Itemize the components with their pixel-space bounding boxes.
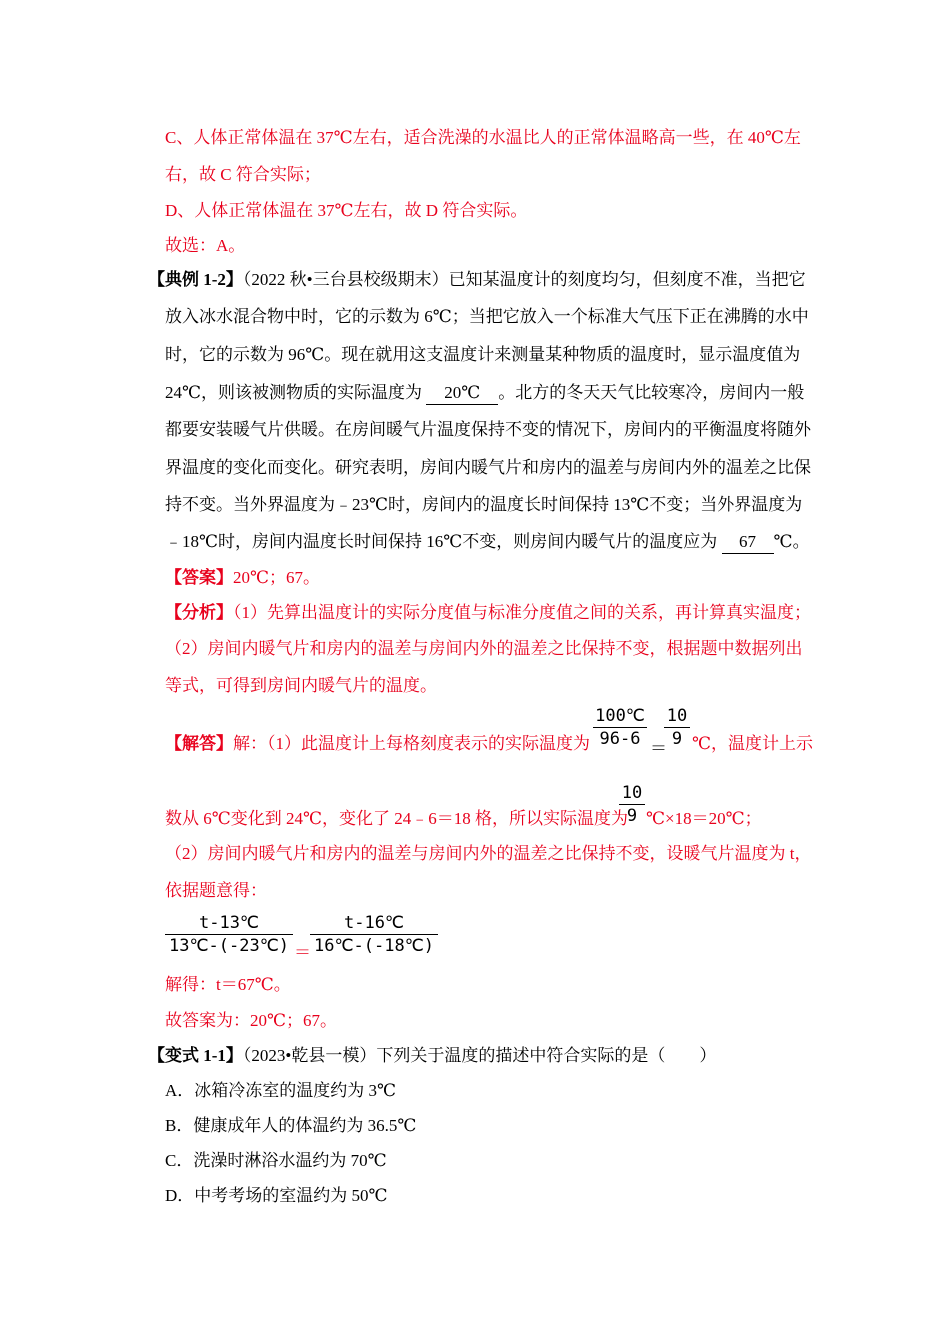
answer-c-line1: C、人体正常体温在 37℃左右，适合洗澡的水温比人的正常体温略高一些，在 40℃左 <box>165 128 801 147</box>
example-line3: 时，它的示数为 96℃。现在就用这支温度计来测量某种物质的温度时，显示温度值为 <box>165 345 801 364</box>
solution-line3: （2）房间内暖气片和房内的温差与房间内外的温差之比保持不变，设暖气片温度为 t， <box>165 844 812 863</box>
equation-left-fraction: t-13℃ 13℃-(-23℃) <box>165 913 293 956</box>
example-line8: ﹣18℃时，房间内温度长时间保持 16℃不变，则房间内暖气片的温度应为 67 ℃。 <box>165 531 810 554</box>
example-line6: 界温度的变化而变化。研究表明，房间内暖气片和房内的温差与房间内外的温差之比保 <box>165 458 811 477</box>
option-c: C．洗澡时淋浴水温约为 70℃ <box>165 1151 387 1170</box>
fraction-3: 10 9 <box>619 783 645 826</box>
example-stem-1: （2022 秋•三台县校级期末）已知某温度计的刻度均匀，但刻度不准，当把它 <box>242 270 806 289</box>
example-line2: 放入冰水混合物中时，它的示数为 6℃；当把它放入一个标准大气压下正在沸腾的水中 <box>165 307 809 326</box>
solution-line1: 【解答】解：（1）此温度计上每格刻度表示的实际温度为 <box>165 734 590 753</box>
analysis-line3: 等式，可得到房间内暖气片的温度。 <box>165 676 437 695</box>
option-d: D．中考考场的室温约为 50℃ <box>165 1186 388 1205</box>
solution-line2: 数从 6℃变化到 24℃，变化了 24﹣6＝18 格，所以实际温度为 <box>165 809 629 828</box>
example-line1 <box>148 269 806 291</box>
solution-line4: 依据题意得： <box>165 881 267 900</box>
option-a: A．冰箱冷冻室的温度约为 3℃ <box>165 1081 397 1100</box>
answer-c-line2: 右，故 C 符合实际； <box>165 165 321 184</box>
analysis-tag: 【分析】 <box>165 603 233 622</box>
equals-sign-2: ＝ <box>294 943 311 962</box>
answer-blank-2: 67 <box>722 531 774 554</box>
analysis-line2: （2）房间内暖气片和房内的温差与房间内外的温差之比保持不变，根据题中数据列出 <box>165 639 803 658</box>
fraction-1: 100℃ 96-6 <box>593 706 647 749</box>
example-tag: 【典例 1-2】 <box>148 270 243 289</box>
solution-line2-post: ℃×18＝20℃； <box>646 809 762 828</box>
answer-line <box>165 567 320 589</box>
variant-stem: 【变式 1-1】（2023•乾县一模）下列关于温度的描述中符合实际的是（ ） <box>148 1046 717 1065</box>
equals-sign-1: ＝ <box>650 739 667 758</box>
example-line4: 24℃，则该被测物质的实际温度为 20℃ 。北方的冬天天气比较寒冷，房间内一般 <box>165 382 804 405</box>
choice-line: 故选：A。 <box>165 236 246 255</box>
example-line7: 持不变。当外界温度为﹣23℃时，房间内的温度长时间保持 13℃不变；当外界温度为 <box>165 495 803 514</box>
option-b: B．健康成年人的体温约为 36.5℃ <box>165 1116 417 1135</box>
solution-line6: 故答案为：20℃；67。 <box>165 1011 338 1030</box>
variant-tag: 【变式 1-1】 <box>148 1046 243 1065</box>
solution-line1-post: ℃，温度计上示 <box>692 734 814 753</box>
solution-tag: 【解答】 <box>165 734 233 753</box>
fraction-2: 10 9 <box>664 706 690 749</box>
answer-blank-1: 20℃ <box>426 382 498 405</box>
solution-line5: 解得：t＝67℃。 <box>165 975 291 994</box>
answer-tag: 【答案】 <box>165 568 233 587</box>
answer-d: D、人体正常体温在 37℃左右，故 D 符合实际。 <box>165 201 528 220</box>
analysis-line1: 【分析】（1）先算出温度计的实际分度值与标准分度值之间的关系，再计算真实温度； <box>165 603 811 622</box>
equation-right-fraction: t-16℃ 16℃-(-18℃) <box>310 913 438 956</box>
example-line5: 都要安装暖气片供暖。在房间暖气片温度保持不变的情况下，房间内的平衡温度将随外 <box>165 420 811 439</box>
answer-text: 20℃；67。 <box>233 568 321 587</box>
